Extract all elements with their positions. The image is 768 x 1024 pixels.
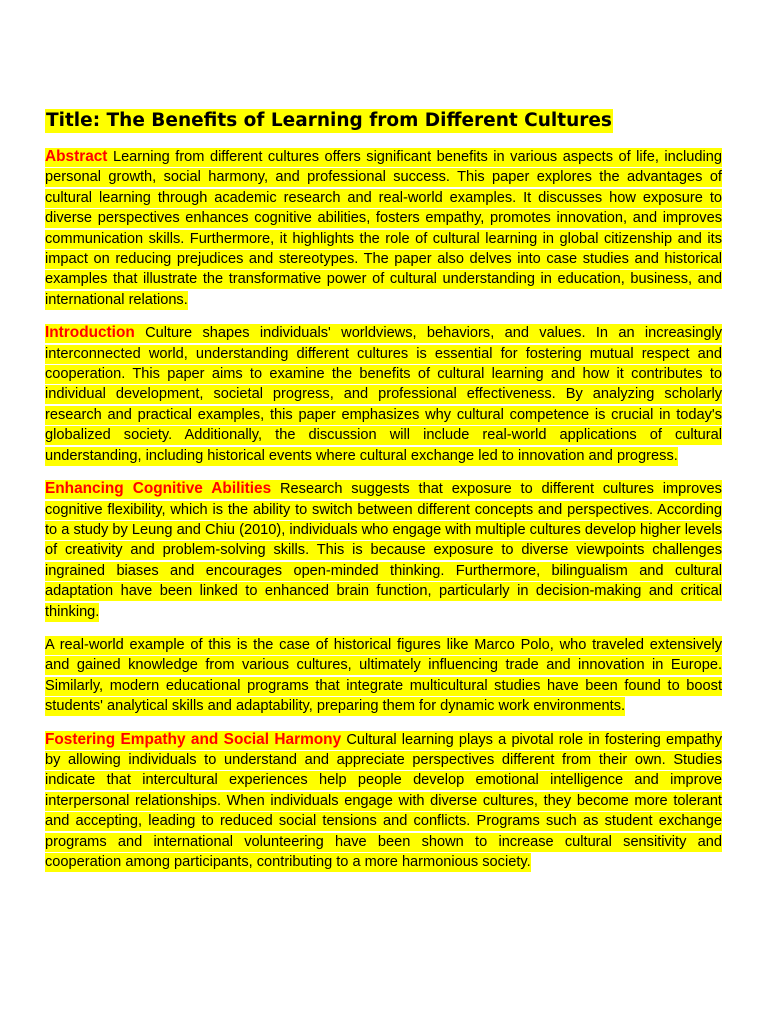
cognitive-abilities-heading: Enhancing Cognitive Abilities xyxy=(45,480,272,498)
document-title-text: Title: The Benefits of Learning from Different Cultures xyxy=(46,110,612,131)
introduction-body: Culture shapes individuals' worldviews, behaviors, and values. In an increasingly interconnected world, understanding different cultures is essential for fostering mutual respect and cooperation. This paper aims to examine the benefits of cultural learning and how it contributes to individual development, societal progress, and professional effectiveness. By analyzing scholarly research and practical examples, this paper emphasizes why cultural competence is crucial in today's globalized society. Additionally, the discussion will include real-world applications of cultural understanding, including historical events where cultural exchange led to innovation and progress. xyxy=(45,325,722,464)
introduction-paragraph xyxy=(45,323,722,466)
marco-polo-paragraph xyxy=(45,635,722,717)
abstract-body: Learning from different cultures offers significant benefits in various aspects of life, including personal growth, social harmony, and professional success. This paper explores the advantages of cultural learning through academic research and real-world examples. It discusses how exposure to diverse perspectives enhances cognitive abilities, fosters empathy, promotes innovation, and improves communication skills. Furthermore, it highlights the role of cultural learning in global citizenship and its impact on reducing prejudices and stereotypes. The paper also delves into case studies and historical examples that illustrate the transformative power of cultural understanding in education, business, and international relations. xyxy=(45,149,722,308)
marco-polo-body: A real-world example of this is the case of historical figures like Marco Polo, who traveled extensively and gained knowledge from various cultures, ultimately influencing trade and innovation in Europe. Similarly, modern educational programs that integrate multicultural studies have been found to boost students' analytical skills and adaptability, preparing them for dynamic work environments. xyxy=(45,636,722,715)
cognitive-abilities-body: Research suggests that exposure to different cultures improves cognitive flexibility, which is the ability to switch between different concepts and perspectives. According to a study by Leung and Chiu (2010), individuals who engage with multiple cultures develop higher levels of creativity and problem-solving skills. This is because exposure to diverse viewpoints challenges ingrained biases and encourages open-minded thinking. Furthermore, bilingualism and cultural adaptation have been linked to enhanced brain function, particularly in decision-making and critical thinking. xyxy=(45,481,722,620)
document-title xyxy=(45,106,722,136)
abstract-heading: Abstract xyxy=(45,148,108,165)
abstract-paragraph xyxy=(45,147,722,310)
empathy-harmony-body: Cultural learning plays a pivotal role in fostering empathy by allowing individuals to understand and appreciate perspectives different from their own. Studies indicate that intercultural experiences help people develop emotional intelligence and improve interpersonal relationships. When individuals engage with diverse cultures, they become more tolerant and accepting, leading to reduced social tensions and conflicts. Programs such as student exchange programs and international volunteering have been shown to increase cultural sensitivity and cooperation among participants, contributing to a more harmonious society. xyxy=(45,731,722,870)
empathy-harmony-paragraph xyxy=(45,730,722,873)
empathy-harmony-heading: Fostering Empathy and Social Harmony xyxy=(45,730,342,748)
introduction-heading: Introduction xyxy=(45,324,135,342)
cognitive-abilities-paragraph xyxy=(45,479,722,622)
